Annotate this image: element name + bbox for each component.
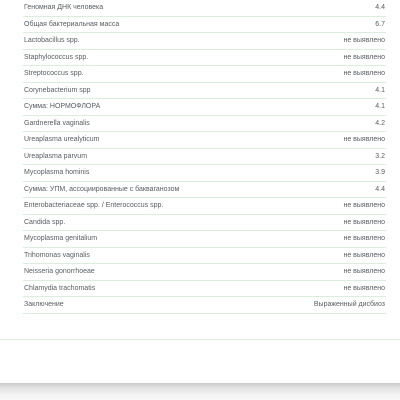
analyte-name: Ureaplasma parvum (23, 148, 234, 165)
table-row (23, 66, 386, 83)
table-row (23, 165, 386, 182)
card-divider (0, 339, 400, 340)
table-row (23, 280, 386, 297)
table-row (23, 16, 386, 33)
analyte-value: не выявлено (234, 214, 386, 231)
results-table-body (23, 0, 386, 313)
analyte-name: Streptococcus spp. (23, 66, 234, 83)
table-row (23, 132, 386, 149)
analyte-name: Corynebacterium spp (23, 82, 234, 99)
analyte-value: 3.9 (234, 165, 386, 182)
analyte-value: 4.1 (234, 82, 386, 99)
table-row (23, 214, 386, 231)
results-table (23, 0, 386, 314)
analyte-value: 4.1 (234, 99, 386, 116)
table-row (23, 231, 386, 248)
bottom-shadow (0, 383, 400, 400)
table-row (23, 115, 386, 132)
table-row (23, 181, 386, 198)
analyte-name: Enterobacteriaceae spp. / Enterococcus spp. (23, 198, 234, 215)
analyte-name: Trihomonas vaginalis (23, 247, 234, 264)
table-row (23, 99, 386, 116)
analyte-name: Геномная ДНК человека (23, 0, 234, 16)
analyte-value: не выявлено (234, 66, 386, 83)
analyte-name: Сумма: НОРМОФЛОРА (23, 99, 234, 116)
analyte-value: 6.7 (234, 16, 386, 33)
analyte-name: Mycoplasma genitalium (23, 231, 234, 248)
analyte-name: Gardnerella vaginalis (23, 115, 234, 132)
analyte-name: Lactobacillus spp. (23, 33, 234, 50)
analyte-value: не выявлено (234, 132, 386, 149)
analyte-name: Общая бактериальная масса (23, 16, 234, 33)
analyte-name: Chlamydia trachomatis (23, 280, 234, 297)
analyte-value: 3.2 (234, 148, 386, 165)
analyte-name: Сумма: УПМ, ассоциированные с бакваганозом (23, 181, 234, 198)
analyte-name: Neisseria gonorrhoeae (23, 264, 234, 281)
analyte-value: не выявлено (234, 264, 386, 281)
table-row (23, 297, 386, 314)
analyte-value: 4.2 (234, 115, 386, 132)
analyte-value: не выявлено (234, 49, 386, 66)
analyte-value: не выявлено (234, 33, 386, 50)
analyte-value: 4.4 (234, 181, 386, 198)
table-row (23, 247, 386, 264)
table-row (23, 198, 386, 215)
table-row (23, 49, 386, 66)
analyte-value: не выявлено (234, 247, 386, 264)
table-row (23, 264, 386, 281)
analyte-value: не выявлено (234, 231, 386, 248)
analyte-name: Mycoplasma hominis (23, 165, 234, 182)
analyte-name: Staphylococcus spp. (23, 49, 234, 66)
analyte-value: Выраженный дисбиоз (234, 297, 386, 314)
analyte-name: Заключение (23, 297, 234, 314)
analyte-name: Ureaplasma urealyticum (23, 132, 234, 149)
analyte-value: не выявлено (234, 280, 386, 297)
table-row (23, 0, 386, 16)
analyte-value: не выявлено (234, 198, 386, 215)
analyte-name: Candida spp. (23, 214, 234, 231)
analyte-value: 4.4 (234, 0, 386, 16)
table-row (23, 33, 386, 50)
table-row (23, 148, 386, 165)
table-row (23, 82, 386, 99)
